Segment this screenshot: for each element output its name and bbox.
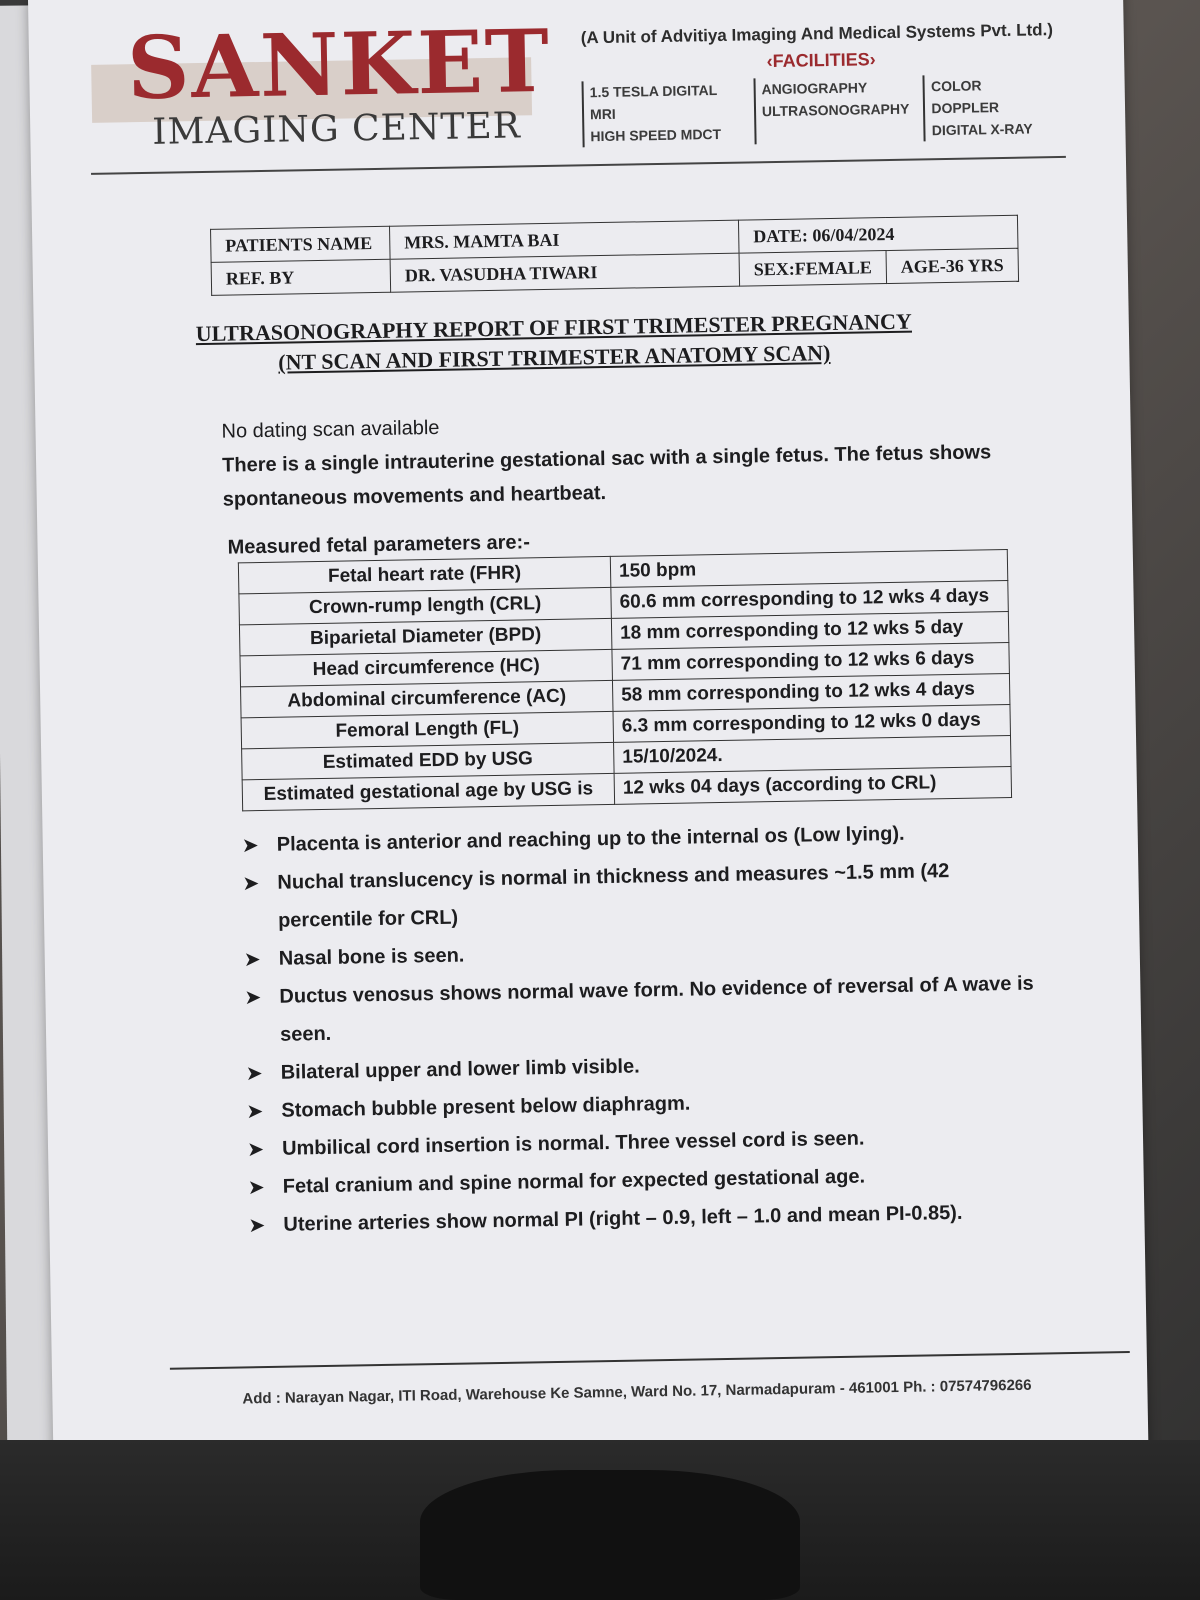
logo-main-text: SANKET bbox=[126, 10, 552, 120]
param-label: Estimated EDD by USG bbox=[242, 742, 614, 779]
param-label: Biparietal Diameter (BPD) bbox=[239, 618, 611, 655]
patient-name: MRS. MAMTA BAI bbox=[390, 220, 740, 259]
finding-text: Nuchal translucency is normal in thickness and measures ~1.5 mm (42 percentile for CRL) bbox=[277, 860, 950, 932]
bullet-arrow-icon: ➤ bbox=[247, 1101, 263, 1122]
bullet-arrow-icon: ➤ bbox=[242, 835, 259, 856]
background-shoe bbox=[420, 1470, 800, 1600]
report-page bbox=[28, 0, 1148, 1470]
finding-text: Nasal bone is seen. bbox=[278, 944, 465, 970]
fetal-params-table bbox=[238, 549, 1012, 811]
bullet-arrow-icon: ➤ bbox=[244, 949, 261, 970]
param-value: 12 wks 04 days (according to CRL) bbox=[614, 766, 1011, 804]
report-intro bbox=[221, 400, 1043, 516]
facility-item: DIGITAL X-RAY bbox=[931, 120, 1033, 139]
facilities-title: ‹FACILITIES› bbox=[766, 49, 876, 72]
facility-item: ANGIOGRAPHY bbox=[761, 79, 868, 98]
param-value: 18 mm corresponding to 12 wks 5 day bbox=[611, 611, 1008, 649]
header-facilities bbox=[581, 20, 1063, 147]
param-value: 71 mm corresponding to 12 wks 6 days bbox=[612, 642, 1009, 680]
finding-text: Umbilical cord insertion is normal. Three vessel cord is seen. bbox=[281, 1127, 865, 1160]
finding-text: Bilateral upper and lower limb visible. bbox=[280, 1055, 640, 1084]
facility-column bbox=[753, 76, 910, 145]
facility-column bbox=[923, 73, 1049, 141]
facilities-columns bbox=[582, 73, 1063, 147]
finding-text: Stomach bubble present below diaphragm. bbox=[281, 1092, 691, 1122]
bullet-arrow-icon: ➤ bbox=[245, 987, 261, 1008]
facility-item: ULTRASONOGRAPHY bbox=[761, 100, 910, 120]
param-label: Fetal heart rate (FHR) bbox=[238, 556, 610, 593]
footer-address: Add : Narayan Nagar, ITI Road, Warehouse Ke Samne, Ward No. 17, Narmadapuram - 461001 Ph. : 07574796266 bbox=[242, 1376, 1032, 1408]
intro-text: No dating scan available bbox=[221, 416, 440, 443]
findings-list bbox=[242, 812, 1049, 1244]
finding-text: Placenta is anterior and reaching up to the internal os (Low lying). bbox=[276, 822, 905, 856]
param-value: 60.6 mm corresponding to 12 wks 4 days bbox=[611, 580, 1008, 618]
facility-column bbox=[582, 79, 741, 148]
bullet-arrow-icon: ➤ bbox=[246, 1063, 263, 1084]
facility-item: HIGH SPEED MDCT bbox=[590, 125, 722, 145]
patient-sex: SEX:FEMALE bbox=[739, 251, 887, 287]
param-label: Crown-rump length (CRL) bbox=[239, 587, 611, 624]
param-value: 6.3 mm corresponding to 12 wks 0 days bbox=[613, 704, 1010, 742]
param-value: 58 mm corresponding to 12 wks 4 days bbox=[612, 673, 1009, 711]
params-label: Measured fetal parameters are:- bbox=[227, 531, 531, 559]
ref-by-label: REF. BY bbox=[211, 259, 391, 295]
patient-info-table bbox=[210, 215, 1019, 296]
logo-sub-text: IMAGING CENTER bbox=[151, 105, 522, 153]
param-label: Abdominal circumference (AC) bbox=[241, 680, 613, 717]
report-title-line: ULTRASONOGRAPHY REPORT OF FIRST TRIMESTER PREGNANCY bbox=[195, 308, 913, 347]
finding-text: Ductus venosus shows normal wave form. No evidence of reversal of A wave is seen. bbox=[279, 972, 1034, 1046]
patient-age: AGE-36 YRS bbox=[886, 248, 1018, 283]
param-label: Estimated gestational age by USG is bbox=[242, 773, 614, 810]
finding-text: Uterine arteries show normal PI (right – 0.9, left – 1.0 and mean PI-0.85). bbox=[283, 1201, 963, 1236]
report-title bbox=[184, 306, 925, 379]
param-label: Head circumference (HC) bbox=[240, 649, 612, 686]
report-title-line: (NT SCAN AND FIRST TRIMESTER ANATOMY SCAN) bbox=[278, 340, 831, 375]
ref-by: DR. VASUDHA TIWARI bbox=[390, 253, 740, 292]
param-value: 150 bpm bbox=[610, 549, 1007, 587]
list-item bbox=[245, 964, 1046, 1054]
param-value: 15/10/2024. bbox=[614, 735, 1011, 773]
logo bbox=[90, 10, 582, 167]
bullet-arrow-icon: ➤ bbox=[248, 1177, 265, 1198]
bullet-arrow-icon: ➤ bbox=[243, 873, 259, 894]
finding-text: Fetal cranium and spine normal for expected gestational age. bbox=[282, 1165, 866, 1198]
report-date: DATE: 06/04/2024 bbox=[738, 215, 1017, 253]
patient-name-label: PATIENTS NAME bbox=[211, 226, 391, 262]
list-item bbox=[243, 850, 1044, 940]
unit-line: (A Unit of Advitiya Imaging And Medical Systems Pvt. Ltd.) bbox=[580, 20, 1054, 48]
bullet-arrow-icon: ➤ bbox=[247, 1139, 264, 1160]
intro-text: There is a single intrauterine gestational sac with a single fetus. The fetus shows spontaneous movements and heartbeat. bbox=[221, 441, 992, 511]
footer-divider bbox=[170, 1351, 1130, 1370]
facility-item: COLOR DOPPLER bbox=[930, 77, 1000, 117]
param-label: Femoral Length (FL) bbox=[241, 711, 613, 748]
bullet-arrow-icon: ➤ bbox=[249, 1215, 265, 1236]
facility-item: 1.5 TESLA DIGITAL MRI bbox=[589, 81, 718, 123]
